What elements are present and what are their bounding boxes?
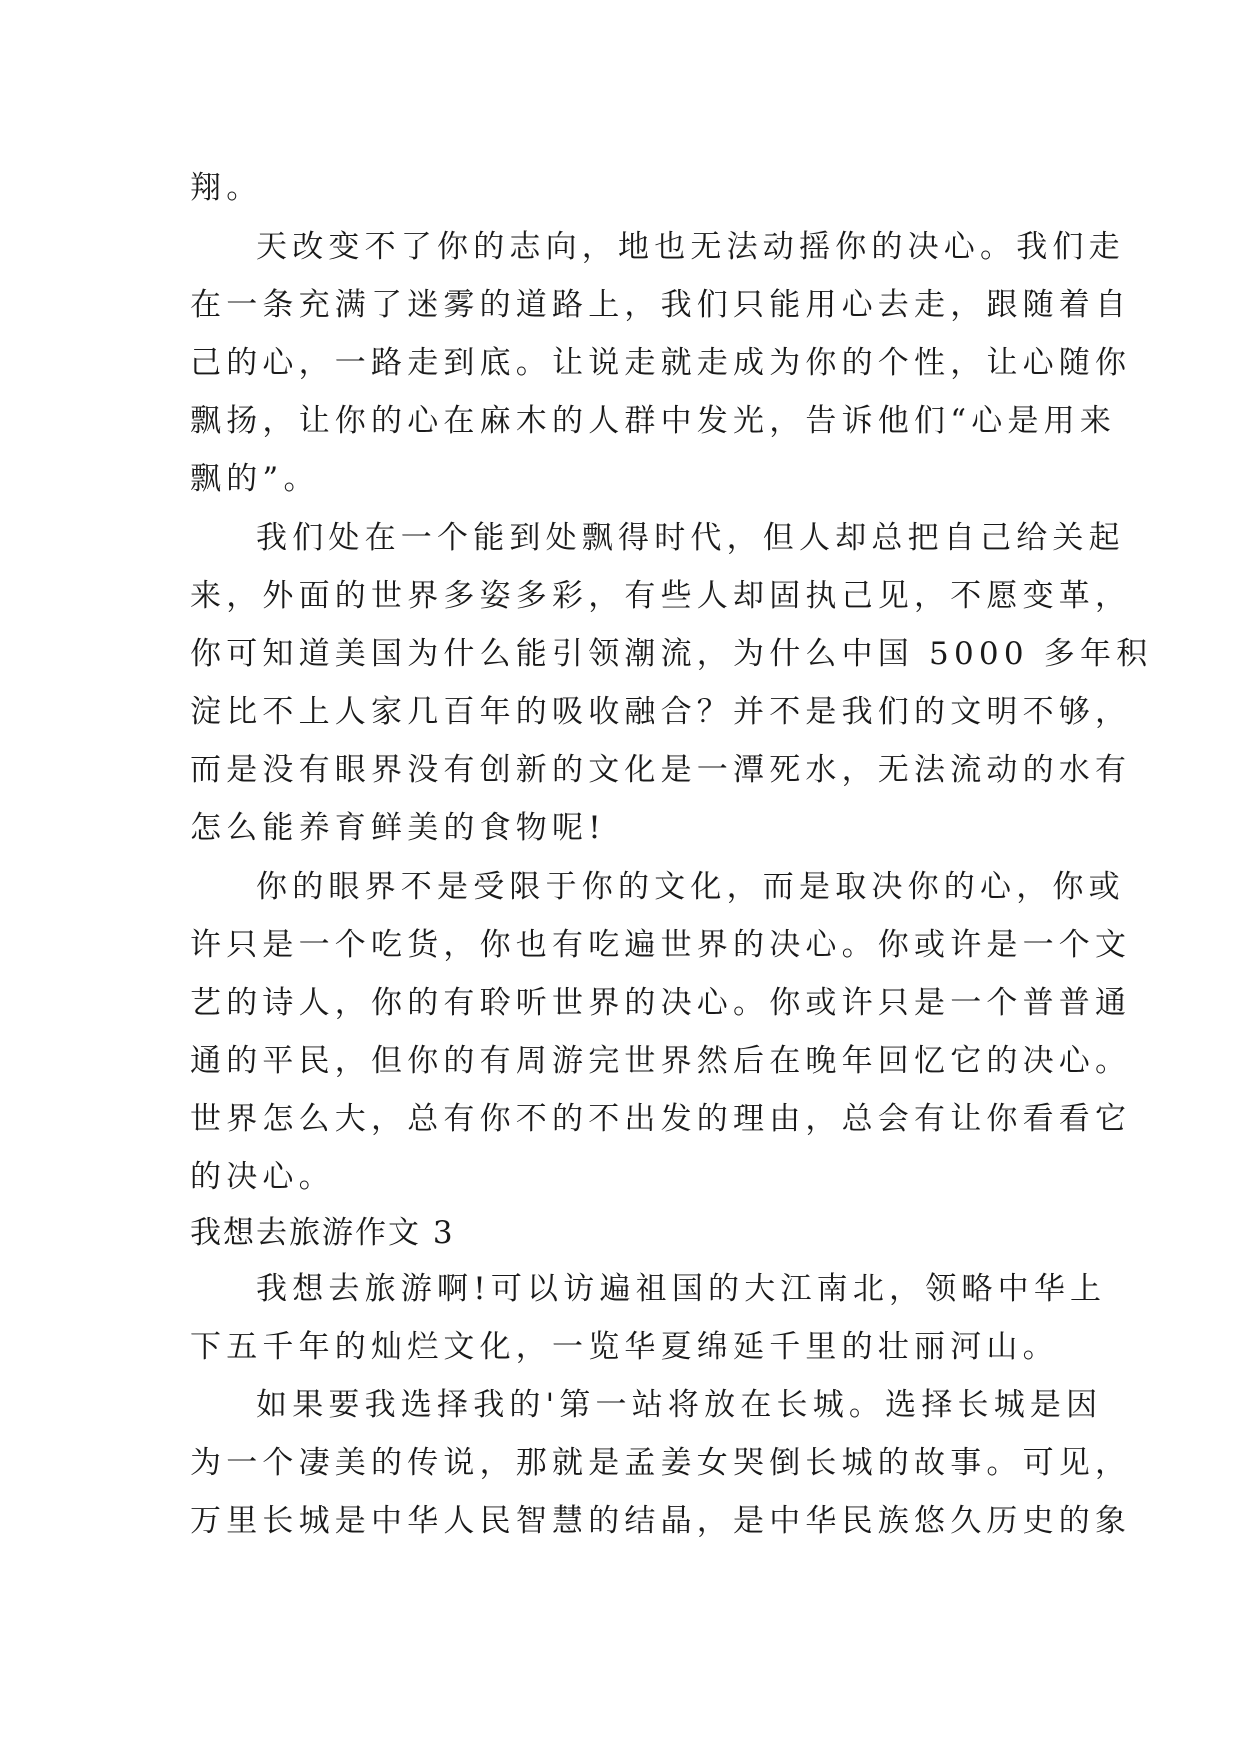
text-line: 万里长城是中华人民智慧的结晶，是中华民族悠久历史的象 (190, 1503, 1132, 1539)
text-line: 飘扬，让你的心在麻木的人群中发光，告诉他们“心是用来 (190, 403, 1117, 439)
text-line: 通的平民，但你的有周游完世界然后在晚年回忆它的决心。 (190, 1043, 1132, 1079)
text-line: 淀比不上人家几百年的吸收融合？并不是我们的文明不够， (190, 694, 1132, 730)
text-line: 怎么能养育鲜美的食物呢! (190, 810, 606, 846)
paragraph-start: 我们处在一个能到处飘得时代，但人却总把自己给关起 (256, 520, 1125, 556)
section-heading: 我想去旅游作文 3 (190, 1215, 455, 1251)
text-line: 飘的”。 (190, 461, 320, 497)
text-line: 下五千年的灿烂文化，一览华夏绵延千里的壮丽河山。 (190, 1329, 1059, 1365)
paragraph-start: 我想去旅游啊!可以访遍祖国的大江南北，领略中华上 (256, 1271, 1107, 1307)
text-line: 己的心，一路走到底。让说走就走成为你的个性，让心随你 (190, 345, 1132, 381)
text-line: 来，外面的世界多姿多彩，有些人却固执己见，不愿变革， (190, 578, 1132, 614)
paragraph-start: 天改变不了你的志向，地也无法动摇你的决心。我们走 (256, 229, 1125, 265)
text-line: 翔。 (190, 170, 263, 206)
text-line: 为一个凄美的传说，那就是孟姜女哭倒长城的故事。可见， (190, 1445, 1132, 1481)
paragraph-start: 如果要我选择我的'第一站将放在长城。选择长城是因 (256, 1387, 1103, 1423)
text-line: 艺的诗人，你的有聆听世界的决心。你或许只是一个普普通 (190, 985, 1132, 1021)
text-line: 世界怎么大，总有你不的不出发的理由，总会有让你看看它 (190, 1101, 1132, 1137)
text-line: 许只是一个吃货，你也有吃遍世界的决心。你或许是一个文 (190, 927, 1132, 963)
paragraph-start: 你的眼界不是受限于你的文化，而是取决你的心，你或 (256, 869, 1125, 905)
text-line: 你可知道美国为什么能引领潮流，为什么中国 5000 多年积 (190, 636, 1153, 672)
text-line: 的决心。 (190, 1159, 335, 1195)
text-line: 在一条充满了迷雾的道路上，我们只能用心去走，跟随着自 (190, 287, 1132, 323)
text-line: 而是没有眼界没有创新的文化是一潭死水，无法流动的水有 (190, 752, 1132, 788)
